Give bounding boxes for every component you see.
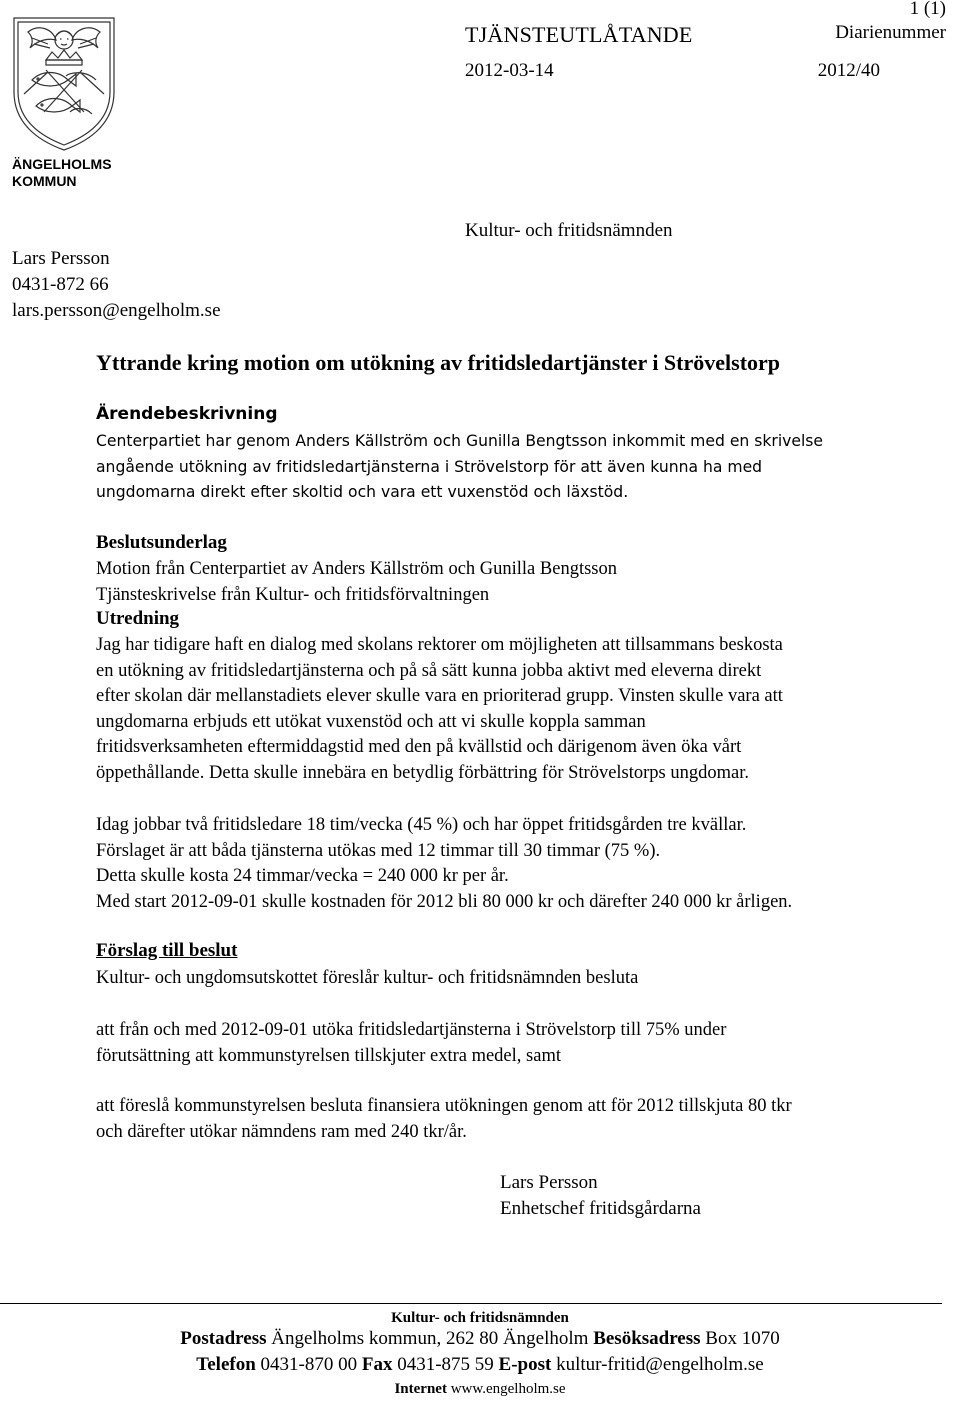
utredning-heading: Utredning (96, 608, 180, 629)
telefon-value: 0431-870 00 (260, 1354, 358, 1375)
internet-label: Internet (394, 1381, 447, 1397)
utredning-line: en utökning av fritidsledartjänsterna och på så sätt kunna jobba aktivt med eleverna direkt (96, 660, 762, 681)
signature-name: Lars Persson (500, 1172, 598, 1193)
utredning-facts (96, 813, 946, 915)
municipality-line1: ÄNGELHOLMS (12, 156, 112, 172)
besoksadress-label: Besöksadress (593, 1328, 701, 1349)
arende-line: ungdomarna direkt efter skoltid och vara ett vuxenstöd och läxstöd. (96, 483, 629, 501)
arende-line: angående utökning av fritidsledartjänsterna i Strövelstorp för att även kunna ha med (96, 457, 763, 476)
postadress-value: Ängelholms kommun, 262 80 Ängelholm (271, 1328, 589, 1349)
sender-phone: 0431-872 66 (12, 274, 109, 295)
beslutsunderlag-heading: Beslutsunderlag (96, 532, 227, 553)
page-number: 1 (1) (909, 0, 946, 19)
utredning-text (96, 633, 946, 786)
utredning-line: öppethållande. Detta skulle innebära en betydlig förbättring för Strövelstorps ungdomar. (96, 762, 749, 783)
footer-divider (0, 1303, 942, 1304)
document-date: 2012-03-14 (465, 60, 554, 81)
att-line: att föreslå kommunstyrelsen besluta finansiera utökningen genom att för 2012 tillskjuta 80 tkr (96, 1096, 792, 1116)
footer-internet-row (0, 1381, 960, 1398)
att-clause-1 (96, 1018, 946, 1069)
utredning-line: ungdomarna erbjuds ett utökat vuxenstöd och att vi skulle koppla samman (96, 711, 646, 732)
fact-line: Detta skulle kosta 24 timmar/vecka = 240 000 kr per år. (96, 866, 509, 886)
footer-contact-row (0, 1354, 960, 1376)
forslag-intro (96, 966, 946, 992)
sender-name: Lars Persson (12, 248, 110, 269)
epost-label: E-post (498, 1354, 552, 1375)
municipality-line2: KOMMUN (12, 173, 77, 189)
telefon-label: Telefon (196, 1354, 256, 1375)
att-line: och därefter utökar nämndens ram med 240 tkr/år. (96, 1121, 467, 1142)
epost-value: kultur-fritid@engelholm.se (556, 1354, 764, 1375)
diarie-label: Diarienummer (835, 22, 946, 43)
document-title: Yttrande kring motion om utökning av fritidsledartjänster i Strövelstorp (96, 350, 781, 375)
beslutsunderlag-item: Motion från Centerpartiet av Anders Källström och Gunilla Bengtsson (96, 559, 617, 579)
arende-line: Centerpartiet har genom Anders Källström och Gunilla Bengtsson inkommit med en skrivelse (96, 432, 824, 450)
arende-heading: Ärendebeskrivning (96, 404, 278, 424)
forslag-intro-line: Kultur- och ungdomsutskottet föreslår kultur- och fritidsnämnden besluta (96, 968, 639, 988)
forslag-heading: Förslag till beslut (96, 940, 238, 961)
arende-text (96, 429, 946, 506)
fact-line: Med start 2012-09-01 skulle kostnaden för 2012 bli 80 000 kr och därefter 240 000 kr årligen. (96, 891, 793, 912)
att-line: att från och med 2012-09-01 utöka fritidsledartjänsterna i Strövelstorp till 75% under (96, 1020, 727, 1040)
recipient: Kultur- och fritidsnämnden (465, 220, 673, 241)
diarie-number: 2012/40 (817, 60, 880, 81)
fact-line: Förslaget är att båda tjänsterna utökas med 12 timmar till 30 timmar (75 %). (96, 840, 661, 861)
signature-title: Enhetschef fritidsgårdarna (500, 1198, 701, 1219)
sender-email: lars.persson@engelholm.se (12, 300, 221, 321)
fax-value: 0431-875 59 (397, 1354, 494, 1375)
fax-label: Fax (361, 1354, 393, 1375)
municipality-logo-text (12, 156, 132, 190)
utredning-line: Jag har tidigare haft en dialog med skolans rektorer om möjligheten att tillsammans beskosta (96, 635, 783, 655)
internet-value: www.engelholm.se (450, 1381, 566, 1397)
utredning-line: efter skolan där mellanstadiets elever skulle vara en prioriterad grupp. Vinsten skulle vara att (96, 686, 783, 706)
besoksadress-value: Box 1070 (705, 1328, 780, 1349)
utredning-line: fritidsverksamheten eftermiddagstid med den på kvällstid och därigenom även öka vårt (96, 737, 742, 757)
postadress-label: Postadress (180, 1328, 267, 1349)
footer-org: Kultur- och fritidsnämnden (391, 1310, 569, 1326)
att-clause-2 (96, 1094, 946, 1145)
att-line: förutsättning att kommunstyrelsen tillskjuter extra medel, samt (96, 1045, 561, 1066)
document-type: TJÄNSTEUTLÅTANDE (465, 22, 693, 47)
coat-of-arms-icon (8, 14, 120, 154)
footer-address-row (0, 1328, 960, 1350)
beslutsunderlag-item: Tjänsteskrivelse från Kultur- och fritidsförvaltningen (96, 584, 490, 605)
fact-line: Idag jobbar två fritidsledare 18 tim/vecka (45 %) och har öppet fritidsgården tre kvällar. (96, 815, 747, 835)
beslutsunderlag-list (96, 557, 946, 608)
